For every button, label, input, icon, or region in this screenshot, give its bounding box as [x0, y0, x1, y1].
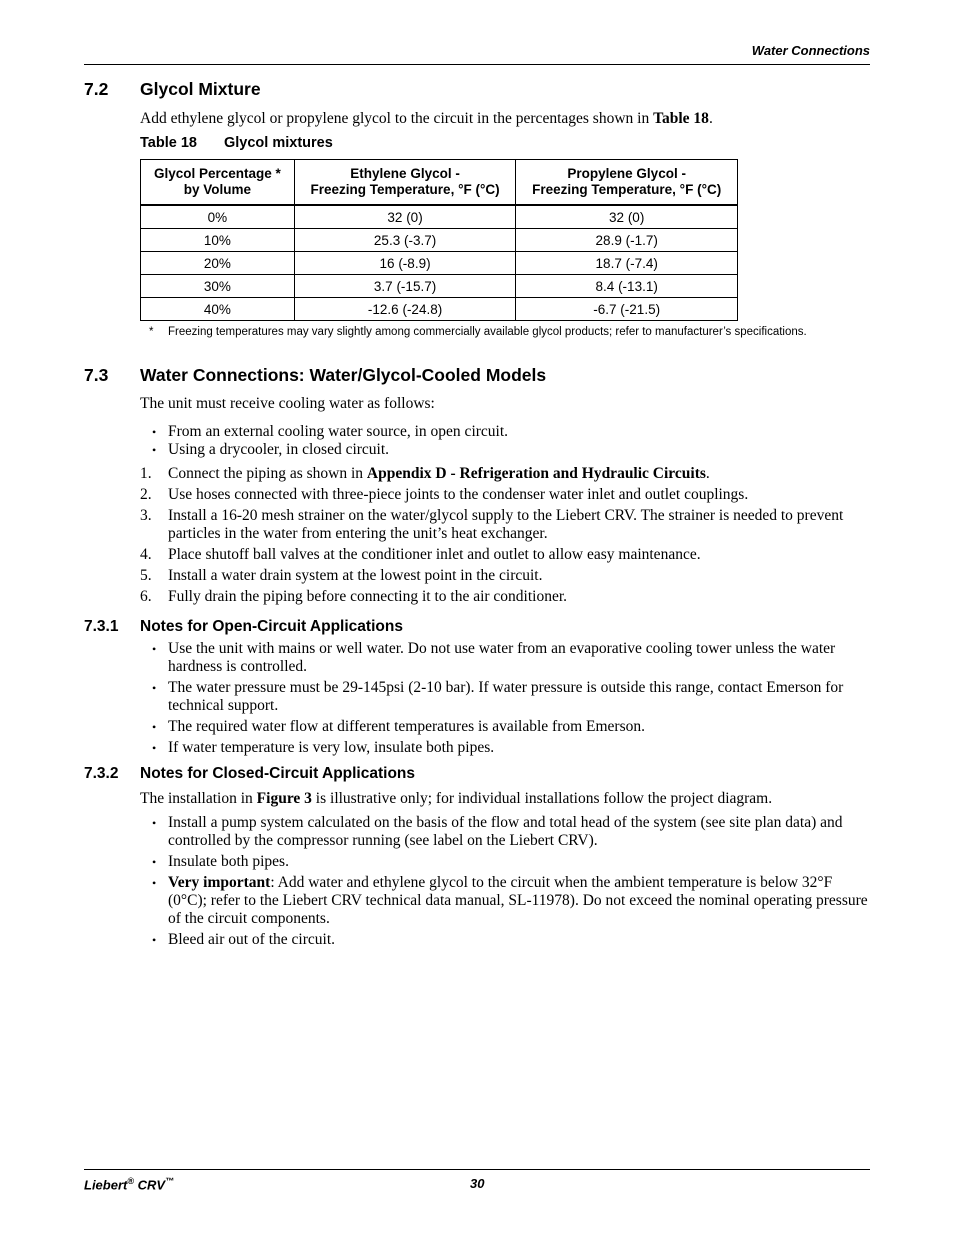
column-header-line: by Volume	[183, 182, 252, 197]
section-title: Water Connections: Water/Glycol-Cooled Models	[140, 365, 547, 385]
table-cell: 28.9 (-1.7)	[516, 229, 738, 252]
bullet-icon: •	[152, 720, 157, 734]
list-item-text: The required water flow at different temperatures is available from Emerson.	[168, 718, 646, 735]
table-cell: -6.7 (-21.5)	[516, 298, 738, 321]
list-item-text: Insulate both pipes.	[168, 853, 289, 870]
table-footnote	[149, 326, 807, 338]
column-header-line: Ethylene Glycol -	[350, 166, 460, 181]
list-item	[140, 423, 870, 441]
section-7-3-2-intro	[140, 790, 870, 808]
numbered-step	[140, 486, 870, 504]
bullet-icon: •	[152, 933, 157, 947]
trademark-mark: ™	[165, 1176, 175, 1186]
step-text: Connect the piping as shown in	[168, 465, 367, 482]
bullet-icon: •	[152, 855, 157, 869]
column-header	[516, 160, 738, 206]
registered-mark: ®	[127, 1176, 134, 1186]
table-caption-title: Glycol mixtures	[224, 135, 333, 151]
step-number: 6.	[140, 588, 152, 605]
table-cell: 30%	[141, 275, 295, 298]
bullet-icon: •	[152, 741, 157, 755]
column-header	[294, 160, 516, 206]
list-item-text: Install a pump system calculated on the basis of the flow and total head of the system (see site plan data) and controlled by the compressor running (see label on the Liebert CRV).	[168, 814, 843, 849]
step-text: Place shutoff ball valves at the conditioner inlet and outlet to allow easy maintenance.	[168, 546, 701, 563]
intro-text: Add ethylene glycol or propylene glycol to the circuit in the percentages shown in	[140, 110, 654, 127]
table-reference: Table 18	[653, 110, 709, 127]
list-item	[140, 679, 870, 715]
column-header-line: Propylene Glycol -	[567, 166, 686, 181]
table-row	[141, 229, 738, 252]
table-row	[141, 205, 738, 229]
intro-text-end: .	[708, 110, 713, 127]
step-text: Install a water drain system at the lowest point in the circuit.	[168, 567, 543, 584]
list-item	[140, 874, 870, 928]
footnote-text: Freezing temperatures may vary slightly among commercially available glycol products; refer to manufacturer’s specifications.	[168, 326, 807, 338]
table-caption	[140, 135, 333, 151]
footer-rule	[84, 1169, 870, 1170]
step-reference: Appendix D - Refrigeration and Hydraulic Circuits	[366, 465, 706, 482]
list-item	[140, 640, 870, 676]
intro-text: The installation in	[140, 790, 257, 807]
table-cell: 10%	[141, 229, 295, 252]
section-number: 7.3.2	[84, 765, 119, 782]
column-header-line: Glycol Percentage *	[153, 166, 281, 181]
section-7-2-heading	[84, 79, 261, 100]
list-item	[140, 739, 870, 757]
section-number: 7.3	[84, 365, 109, 385]
list-item	[140, 718, 870, 736]
table-caption-number: Table 18	[140, 135, 197, 151]
list-item-text: If water temperature is very low, insulate both pipes.	[168, 739, 495, 756]
table-cell: 3.7 (-15.7)	[294, 275, 516, 298]
bullet-icon: •	[152, 425, 157, 439]
source-bullet-list	[140, 423, 870, 459]
bullet-icon: •	[152, 816, 157, 830]
list-item	[140, 853, 870, 871]
table-cell: 32 (0)	[294, 205, 516, 229]
bullet-icon: •	[152, 642, 157, 656]
list-item-text: Use the unit with mains or well water. Do not use water from an evaporative cooling tower unless the water hardness is controlled.	[168, 640, 836, 675]
intro-text-end: is illustrative only; for individual installations follow the project diagram.	[311, 790, 773, 807]
table-cell: 0%	[141, 205, 295, 229]
list-item	[140, 441, 870, 459]
column-header	[141, 160, 295, 206]
figure-reference: Figure 3	[256, 790, 312, 807]
list-item	[140, 814, 870, 850]
section-title: Notes for Closed-Circuit Applications	[140, 765, 416, 782]
table-cell: 16 (-8.9)	[294, 252, 516, 275]
step-number: 2.	[140, 486, 152, 503]
numbered-step	[140, 588, 870, 606]
section-7-3-1-heading	[84, 618, 403, 636]
numbered-step	[140, 507, 870, 543]
glycol-mixtures-table	[140, 159, 738, 321]
list-item-text: : Add water and ethylene glycol to the circuit when the ambient temperature is below 32°F (0°C); refer to the Liebert CRV technical data manual, SL-11978). Do not exceed the nominal operating pressure of the circuit components.	[168, 874, 868, 927]
section-7-3-heading	[84, 365, 546, 386]
step-number: 4.	[140, 546, 152, 563]
open-circuit-notes-list	[140, 640, 870, 757]
section-7-2-intro	[140, 110, 870, 128]
table-cell: 8.4 (-13.1)	[516, 275, 738, 298]
table-cell: 18.7 (-7.4)	[516, 252, 738, 275]
bullet-icon: •	[152, 876, 157, 890]
section-7-3-intro: The unit must receive cooling water as follows:	[140, 395, 435, 412]
table-cell: 20%	[141, 252, 295, 275]
page-number: 30	[470, 1176, 485, 1191]
section-title: Notes for Open-Circuit Applications	[140, 618, 403, 635]
footer-product-name	[84, 1176, 174, 1192]
list-item-text: Bleed air out of the circuit.	[168, 931, 335, 948]
numbered-step	[140, 567, 870, 585]
numbered-step	[140, 546, 870, 564]
step-number: 3.	[140, 507, 152, 524]
step-text: Install a 16-20 mesh strainer on the water/glycol supply to the Liebert CRV. The strainer is needed to prevent particles in the water from entering the unit’s heat exchanger.	[168, 507, 844, 542]
product-name: Liebert	[84, 1177, 128, 1193]
model-name: CRV	[133, 1177, 166, 1193]
table-row	[141, 275, 738, 298]
table-row	[141, 298, 738, 321]
connection-steps-list	[140, 465, 870, 606]
list-item-emphasis: Very important	[168, 874, 271, 891]
numbered-step	[140, 465, 870, 483]
step-text: Use hoses connected with three-piece joints to the condenser water inlet and outlet couplings.	[168, 486, 749, 503]
step-text: Fully drain the piping before connecting it to the air conditioner.	[168, 588, 568, 605]
list-item-text: Using a drycooler, in closed circuit.	[168, 441, 390, 458]
closed-circuit-notes-list	[140, 814, 870, 949]
table-cell: 25.3 (-3.7)	[294, 229, 516, 252]
header-rule	[84, 64, 870, 65]
table-row	[141, 252, 738, 275]
step-text-end: .	[705, 465, 710, 482]
list-item-text: The water pressure must be 29-145psi (2-10 bar). If water pressure is outside this range, contact Emerson for technical support.	[168, 679, 844, 714]
list-item	[140, 931, 870, 949]
table-cell: 32 (0)	[516, 205, 738, 229]
list-item-text: From an external cooling water source, in open circuit.	[168, 423, 509, 440]
table-header-row	[141, 160, 738, 206]
column-header-line: Freezing Temperature, °F (°C)	[532, 182, 722, 197]
section-number: 7.2	[84, 79, 109, 99]
section-title: Glycol Mixture	[140, 79, 261, 99]
step-number: 1.	[140, 465, 152, 482]
running-header-title: Water Connections	[751, 43, 870, 58]
table-cell: 40%	[141, 298, 295, 321]
bullet-icon: •	[152, 681, 157, 695]
column-header-line: Freezing Temperature, °F (°C)	[310, 182, 500, 197]
step-number: 5.	[140, 567, 152, 584]
footnote-mark: *	[149, 326, 154, 338]
bullet-icon: •	[152, 443, 157, 457]
section-number: 7.3.1	[84, 618, 119, 635]
section-7-3-2-heading	[84, 765, 415, 783]
table-cell: -12.6 (-24.8)	[294, 298, 516, 321]
